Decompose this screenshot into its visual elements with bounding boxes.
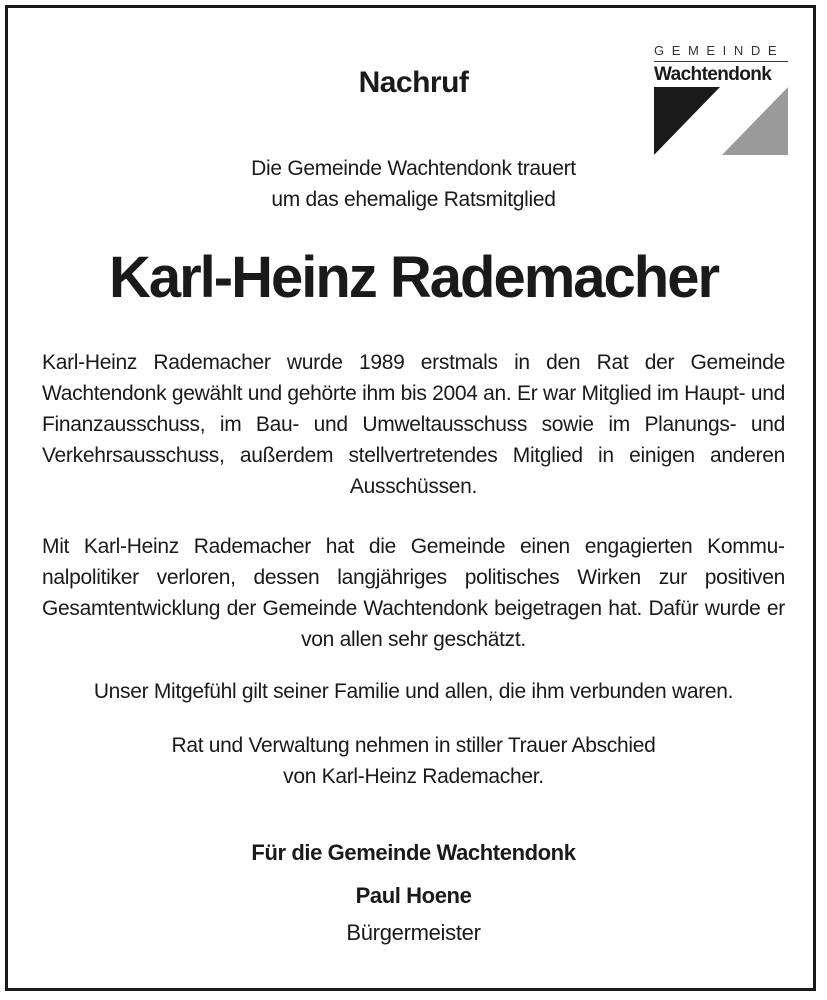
body-paragraph-4-line-1: Rat und Verwaltung nehmen in stiller Trauer Abschied: [171, 734, 656, 757]
logo-name: Wachtendonk: [654, 64, 772, 85]
body-paragraph-4-line-2: von Karl-Heinz Rademacher.: [283, 765, 544, 788]
intro-text: [120, 153, 707, 215]
page-title: Nachruf: [358, 66, 469, 99]
body-paragraph-4: [42, 730, 785, 792]
intro-line-2: um das ehemalige Ratsmitglied: [271, 188, 556, 211]
signature-name: Paul Hoene: [355, 883, 472, 908]
intro-line-1: Die Gemeinde Wachtendonk trauert: [251, 157, 576, 180]
logo-divider: [654, 61, 788, 62]
logo-dark-triangle: [654, 87, 720, 155]
signature-organization: Für die Gemeinde Wachtendonk: [251, 840, 576, 865]
signature-role: Bürgermeister: [346, 920, 481, 945]
logo-top-text: GEMEINDE: [654, 43, 785, 58]
logo-triangles-icon: [654, 87, 790, 157]
logo-light-triangle: [722, 87, 788, 155]
municipality-logo: [654, 43, 790, 157]
deceased-name: Karl-Heinz Rademacher: [108, 245, 719, 310]
body-paragraph-3: Unser Mitgefühl gilt seiner Familie und allen, die ihm verbunden waren.: [93, 680, 734, 703]
body-paragraph-2: Mit Karl-Heinz Rademacher hat die Gemeinde einen engagierten Kommunalpolitiker verloren, dessen langjähriges politisches Wirken zur positiven Gesamtentwicklung der Gemeinde Wachtendonk beigetragen hat. Dafür wurde er von allen sehr geschätzt.: [42, 535, 785, 651]
body-paragraph-1: Karl-Heinz Rademacher wurde 1989 erstmals in den Rat der Gemeinde Wachtendonk gewählt und gehörte ihm bis 2004 an. Er war Mitglied im Haupt- und Finanzausschuss, im Bau- und Umweltausschuss sowie im Planungs- und Verkehrsausschuss, außerdem stellvertretendes Mitglied in einigen anderen Ausschüssen.: [42, 351, 785, 498]
